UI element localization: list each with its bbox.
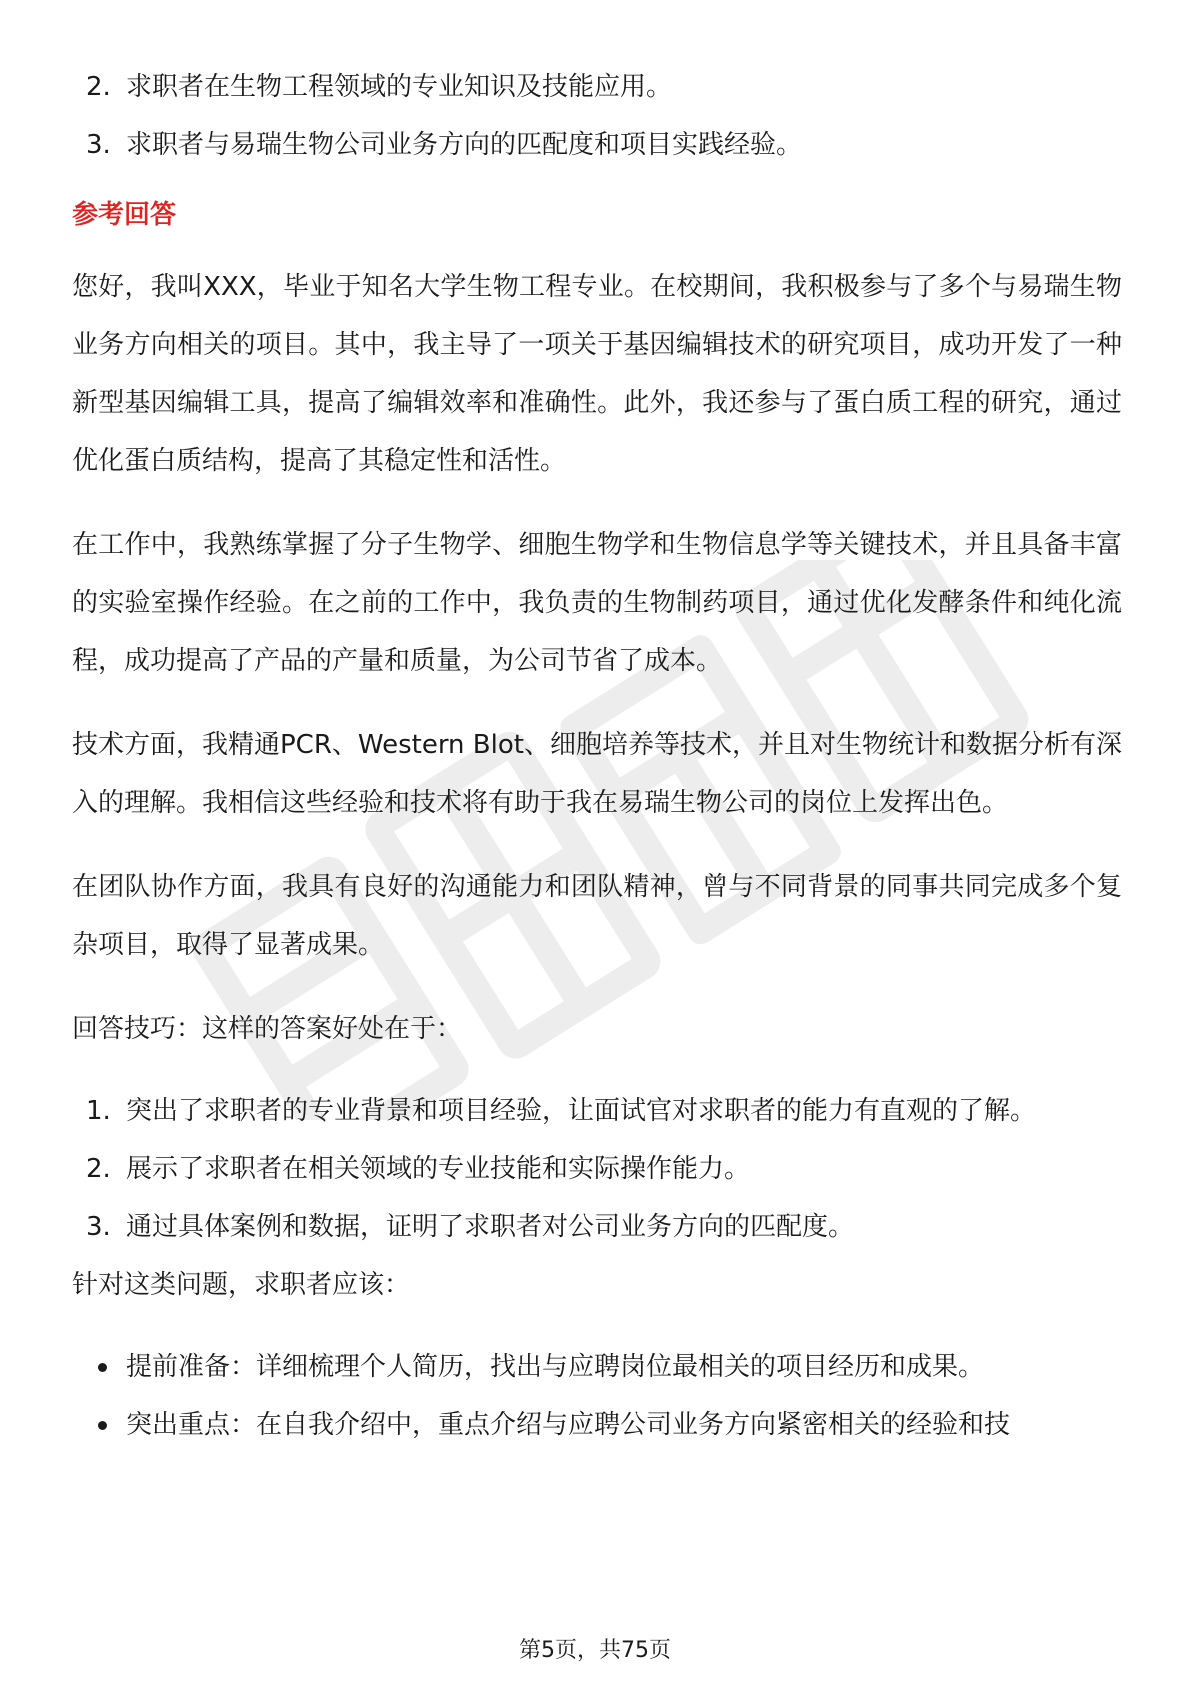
answer-paragraph: 在工作中，我熟练掌握了分子生物学、细胞生物学和生物信息学等关键技术，并且具备丰富的实验室操作经验。在之前的工作中，我负责的生物制药项目，通过优化发酵条件和纯化流程，成功提高了产品的产量和质量，为公司节省了成本。	[72, 530, 1122, 676]
section-heading: 参考回答	[72, 200, 177, 230]
list-item	[72, 116, 1122, 174]
advice-intro: 针对这类问题，求职者应该：	[72, 1270, 411, 1300]
list-item-text: 通过具体案例和数据，证明了求职者对公司业务方向的匹配度。	[126, 1212, 855, 1242]
list-number: 2.	[86, 72, 111, 102]
intro-list	[72, 58, 1122, 174]
list-item-text: 展示了求职者在相关领域的专业技能和实际操作能力。	[126, 1154, 751, 1184]
list-item-text: 求职者与易瑞生物公司业务方向的匹配度和项目实践经验。	[126, 130, 803, 160]
list-item	[72, 1396, 1122, 1454]
tips-intro: 回答技巧：这样的答案好处在于：	[72, 1014, 463, 1044]
list-item	[72, 1198, 1122, 1256]
list-item	[72, 58, 1122, 116]
list-item	[72, 1140, 1122, 1198]
bullet-icon	[98, 1421, 107, 1430]
list-number: 2.	[86, 1154, 111, 1184]
page-number: 第5页，共75页	[519, 1638, 671, 1663]
answer-paragraph: 您好，我叫XXX，毕业于知名大学生物工程专业。在校期间，我积极参与了多个与易瑞生物业务方向相关的项目。其中，我主导了一项关于基因编辑技术的研究项目，成功开发了一种新型基因编辑工具，提高了编辑效率和准确性。此外，我还参与了蛋白质工程的研究，通过优化蛋白质结构，提高了其稳定性和活性。	[72, 272, 1122, 476]
answer-paragraph: 在团队协作方面，我具有良好的沟通能力和团队精神，曾与不同背景的同事共同完成多个复杂项目，取得了显著成果。	[72, 872, 1122, 960]
bullet-icon	[98, 1363, 107, 1372]
list-item	[72, 1082, 1122, 1140]
list-item-text: 突出重点：在自我介绍中，重点介绍与应聘公司业务方向紧密相关的经验和技	[126, 1410, 1011, 1440]
list-item-text: 突出了求职者的专业背景和项目经验，让面试官对求职者的能力有直观的了解。	[126, 1096, 1037, 1126]
list-number: 3.	[86, 1212, 111, 1242]
list-number: 1.	[86, 1096, 111, 1126]
list-item-text: 求职者在生物工程领域的专业知识及技能应用。	[126, 72, 673, 102]
list-item	[72, 1338, 1122, 1396]
answer-paragraph: 技术方面，我精通PCR、Western Blot、细胞培养等技术，并且对生物统计和数据分析有深入的理解。我相信这些经验和技术将有助于我在易瑞生物公司的岗位上发挥出色。	[72, 730, 1122, 818]
document-body	[72, 58, 1122, 1454]
list-number: 3.	[86, 130, 111, 160]
list-item-text: 提前准备：详细梳理个人简历，找出与应聘岗位最相关的项目经历和成果。	[126, 1352, 985, 1382]
advice-list	[72, 1338, 1122, 1454]
tips-list	[72, 1082, 1122, 1256]
